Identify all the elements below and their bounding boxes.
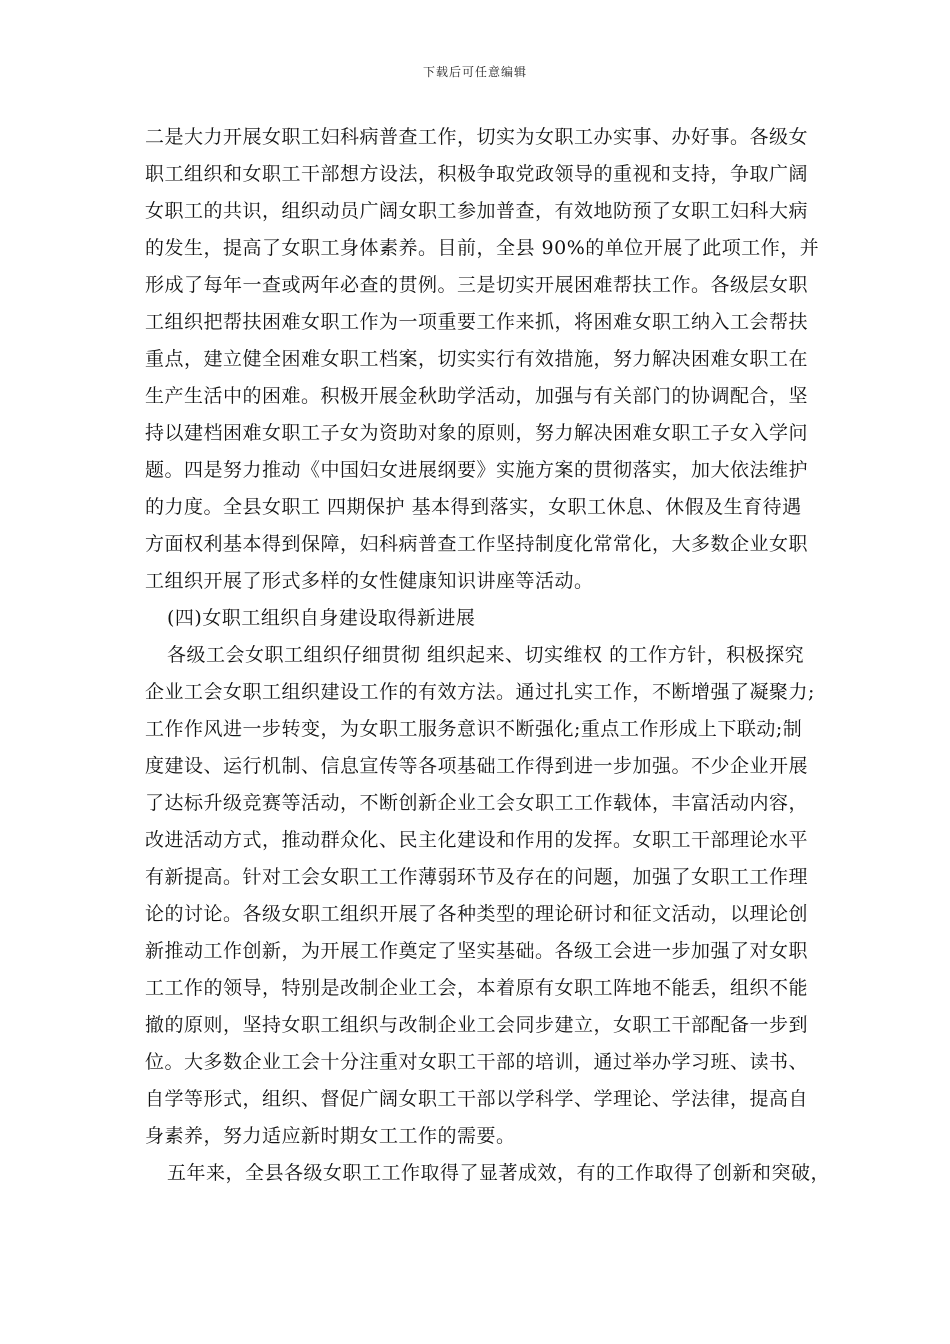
text-line: 方面权利基本得到保障，妇科病普查工作坚持制度化常常化，大多数企业女职 [145, 533, 809, 555]
page-header: 下载后可任意编辑 [422, 65, 527, 79]
text-line: 形成了每年一查或两年必查的贯例。三是切实开展困难帮扶工作。各级层女职 [145, 274, 809, 296]
text-line: 企业工会女职工组织建设工作的有效方法。通过扎实工作，不断增强了凝聚力; [145, 681, 815, 703]
text-line: 五年来，全县各级女职工工作取得了显著成效，有的工作取得了创新和突破， [167, 1162, 831, 1184]
text-line: 各级工会女职工组织仔细贯彻 组织起来、切实维权 的工作方针，积极探究 [167, 644, 805, 666]
document-body [145, 119, 831, 1192]
text-line: 位。大多数企业工会十分注重对女职工干部的培训，通过举办学习班、读书、 [145, 1051, 809, 1073]
text-line: 重点，建立健全困难女职工档案，切实实行有效措施，努力解决困难女职工在 [145, 348, 809, 370]
text-line: 撤的原则，坚持女职工组织与改制企业工会同步建立，女职工干部配备一步到 [145, 1014, 809, 1036]
text-line: 工组织开展了形式多样的女性健康知识讲座等活动。 [145, 570, 594, 592]
text-line: 持以建档困难女职工子女为资助对象的原则，努力解决困难女职工子女入学问 [145, 422, 809, 444]
text-line: 了达标升级竞赛等活动，不断创新企业工会女职工工作载体，丰富活动内容， [145, 792, 809, 814]
text-line: 工组织把帮扶困难女职工作为一项重要工作来抓，将困难女职工纳入工会帮扶 [145, 311, 809, 333]
text-line: 工工作的领导，特别是改制企业工会，本着原有女职工阵地不能丢，组织不能 [145, 977, 809, 999]
text-line: 女职工的共识，组织动员广阔女职工参加普查，有效地防预了女职工妇科大病 [145, 200, 809, 222]
text-line: 身素养，努力适应新时期女工工作的需要。 [145, 1125, 516, 1147]
section-heading: (四)女职工组织自身建设取得新进展 [167, 607, 476, 629]
text-line: 新推动工作创新，为开展工作奠定了坚实基础。各级工会进一步加强了对女职 [145, 940, 809, 962]
text-line: 自学等形式，组织、督促广阔女职工干部以学科学、学理论、学法律，提高自 [145, 1088, 809, 1110]
text-line: 职工组织和女职工干部想方设法，积极争取党政领导的重视和支持，争取广阔 [145, 163, 809, 185]
text-line: 改进活动方式，推动群众化、民主化建设和作用的发挥。女职工干部理论水平 [145, 829, 809, 851]
text-line: 的力度。全县女职工 四期保护 基本得到落实，女职工休息、休假及生育待遇 [145, 496, 802, 518]
text-line: 度建设、运行机制、信息宣传等各项基础工作得到进一步加强。不少企业开展 [145, 755, 809, 777]
text-line: 题。四是努力推动《中国妇女进展纲要》实施方案的贯彻落实，加大依法维护 [145, 459, 809, 481]
text-line: 论的讨论。各级女职工组织开展了各种类型的理论研讨和征文活动，以理论创 [145, 903, 809, 925]
text-line: 工作作风进一步转变，为女职工服务意识不断强化;重点工作形成上下联动;制 [145, 718, 803, 740]
text-line: 生产生活中的困难。积极开展金秋助学活动，加强与有关部门的协调配合，坚 [145, 385, 809, 407]
text-line: 的发生，提高了女职工身体素养。目前，全县 90%的单位开展了此项工作，并 [145, 237, 820, 259]
text-line: 二是大力开展女职工妇科病普查工作，切实为女职工办实事、办好事。各级女 [145, 126, 809, 148]
text-line: 有新提高。针对工会女职工工作薄弱环节及存在的问题，加强了女职工工作理 [145, 866, 809, 888]
